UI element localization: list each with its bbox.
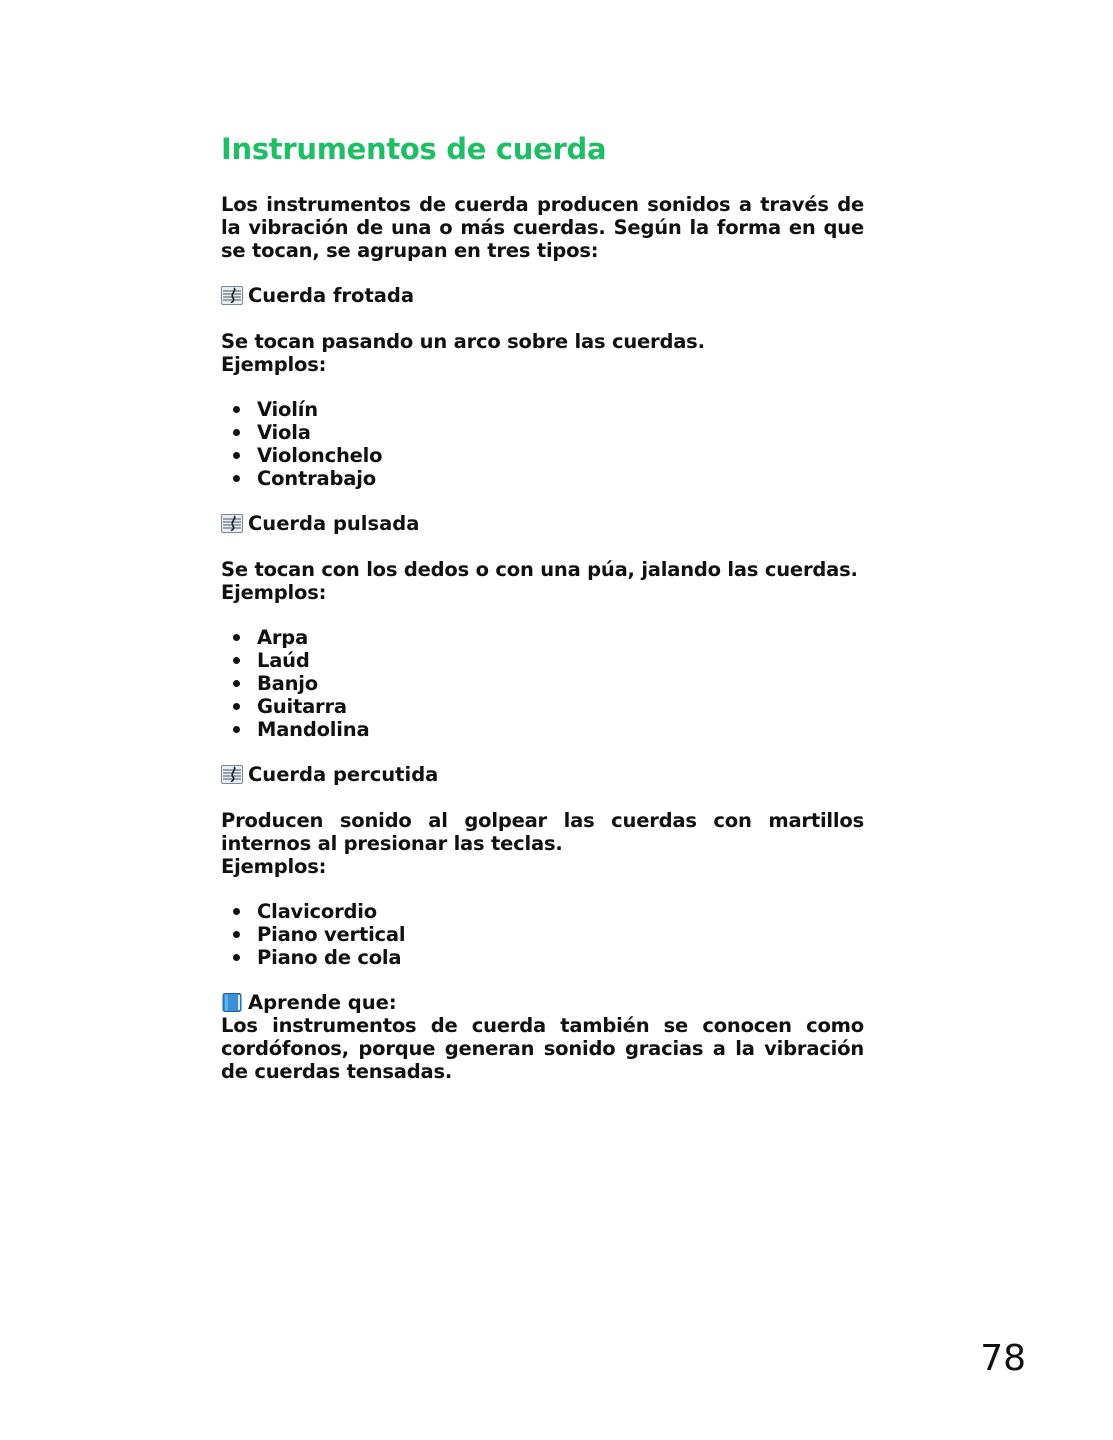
examples-list-percutida (221, 900, 405, 969)
musical-score-icon (221, 765, 243, 784)
section-heading-percutida (221, 763, 438, 786)
learn-text: Los instrumentos de cuerda también se conocen como cordófonos, porque generan sonido gracias a la vibración de cuerdas tensadas. (221, 1014, 864, 1083)
list-item: Banjo (221, 672, 369, 695)
list-item: Laúd (221, 649, 369, 672)
list-item: Viola (221, 421, 382, 444)
section-heading-pulsada (221, 512, 419, 535)
section-description: Se tocan pasando un arco sobre las cuerdas. (221, 330, 705, 353)
musical-score-icon (221, 514, 243, 533)
intro-paragraph: Los instrumentos de cuerda producen sonidos a través de la vibración de una o más cuerdas. Según la forma en que se tocan, se agrupan en tres tipos: (221, 193, 864, 262)
section-heading-frotada (221, 284, 414, 307)
musical-score-icon (221, 286, 243, 305)
blue-book-icon (221, 993, 243, 1012)
section-heading-label: Cuerda pulsada (248, 512, 420, 535)
examples-list-pulsada (221, 626, 369, 741)
list-item: Violín (221, 398, 382, 421)
examples-label: Ejemplos: (221, 855, 327, 878)
section-heading-label: Cuerda percutida (248, 763, 439, 786)
section-description: Producen sonido al golpear las cuerdas con martillos internos al presionar las teclas. (221, 809, 864, 855)
learn-heading-label: Aprende que: (248, 991, 397, 1014)
list-item: Violonchelo (221, 444, 382, 467)
learn-heading (221, 991, 397, 1014)
page-number: 78 (980, 1338, 1026, 1379)
section-heading-label: Cuerda frotada (248, 284, 415, 307)
list-item: Clavicordio (221, 900, 405, 923)
list-item: Arpa (221, 626, 369, 649)
list-item: Piano de cola (221, 946, 405, 969)
examples-label: Ejemplos: (221, 353, 327, 376)
list-item: Mandolina (221, 718, 369, 741)
section-description: Se tocan con los dedos o con una púa, jalando las cuerdas. (221, 558, 858, 581)
list-item: Piano vertical (221, 923, 405, 946)
examples-label: Ejemplos: (221, 581, 327, 604)
examples-list-frotada (221, 398, 382, 490)
list-item: Guitarra (221, 695, 369, 718)
list-item: Contrabajo (221, 467, 382, 490)
page-title: Instrumentos de cuerda (221, 132, 607, 166)
